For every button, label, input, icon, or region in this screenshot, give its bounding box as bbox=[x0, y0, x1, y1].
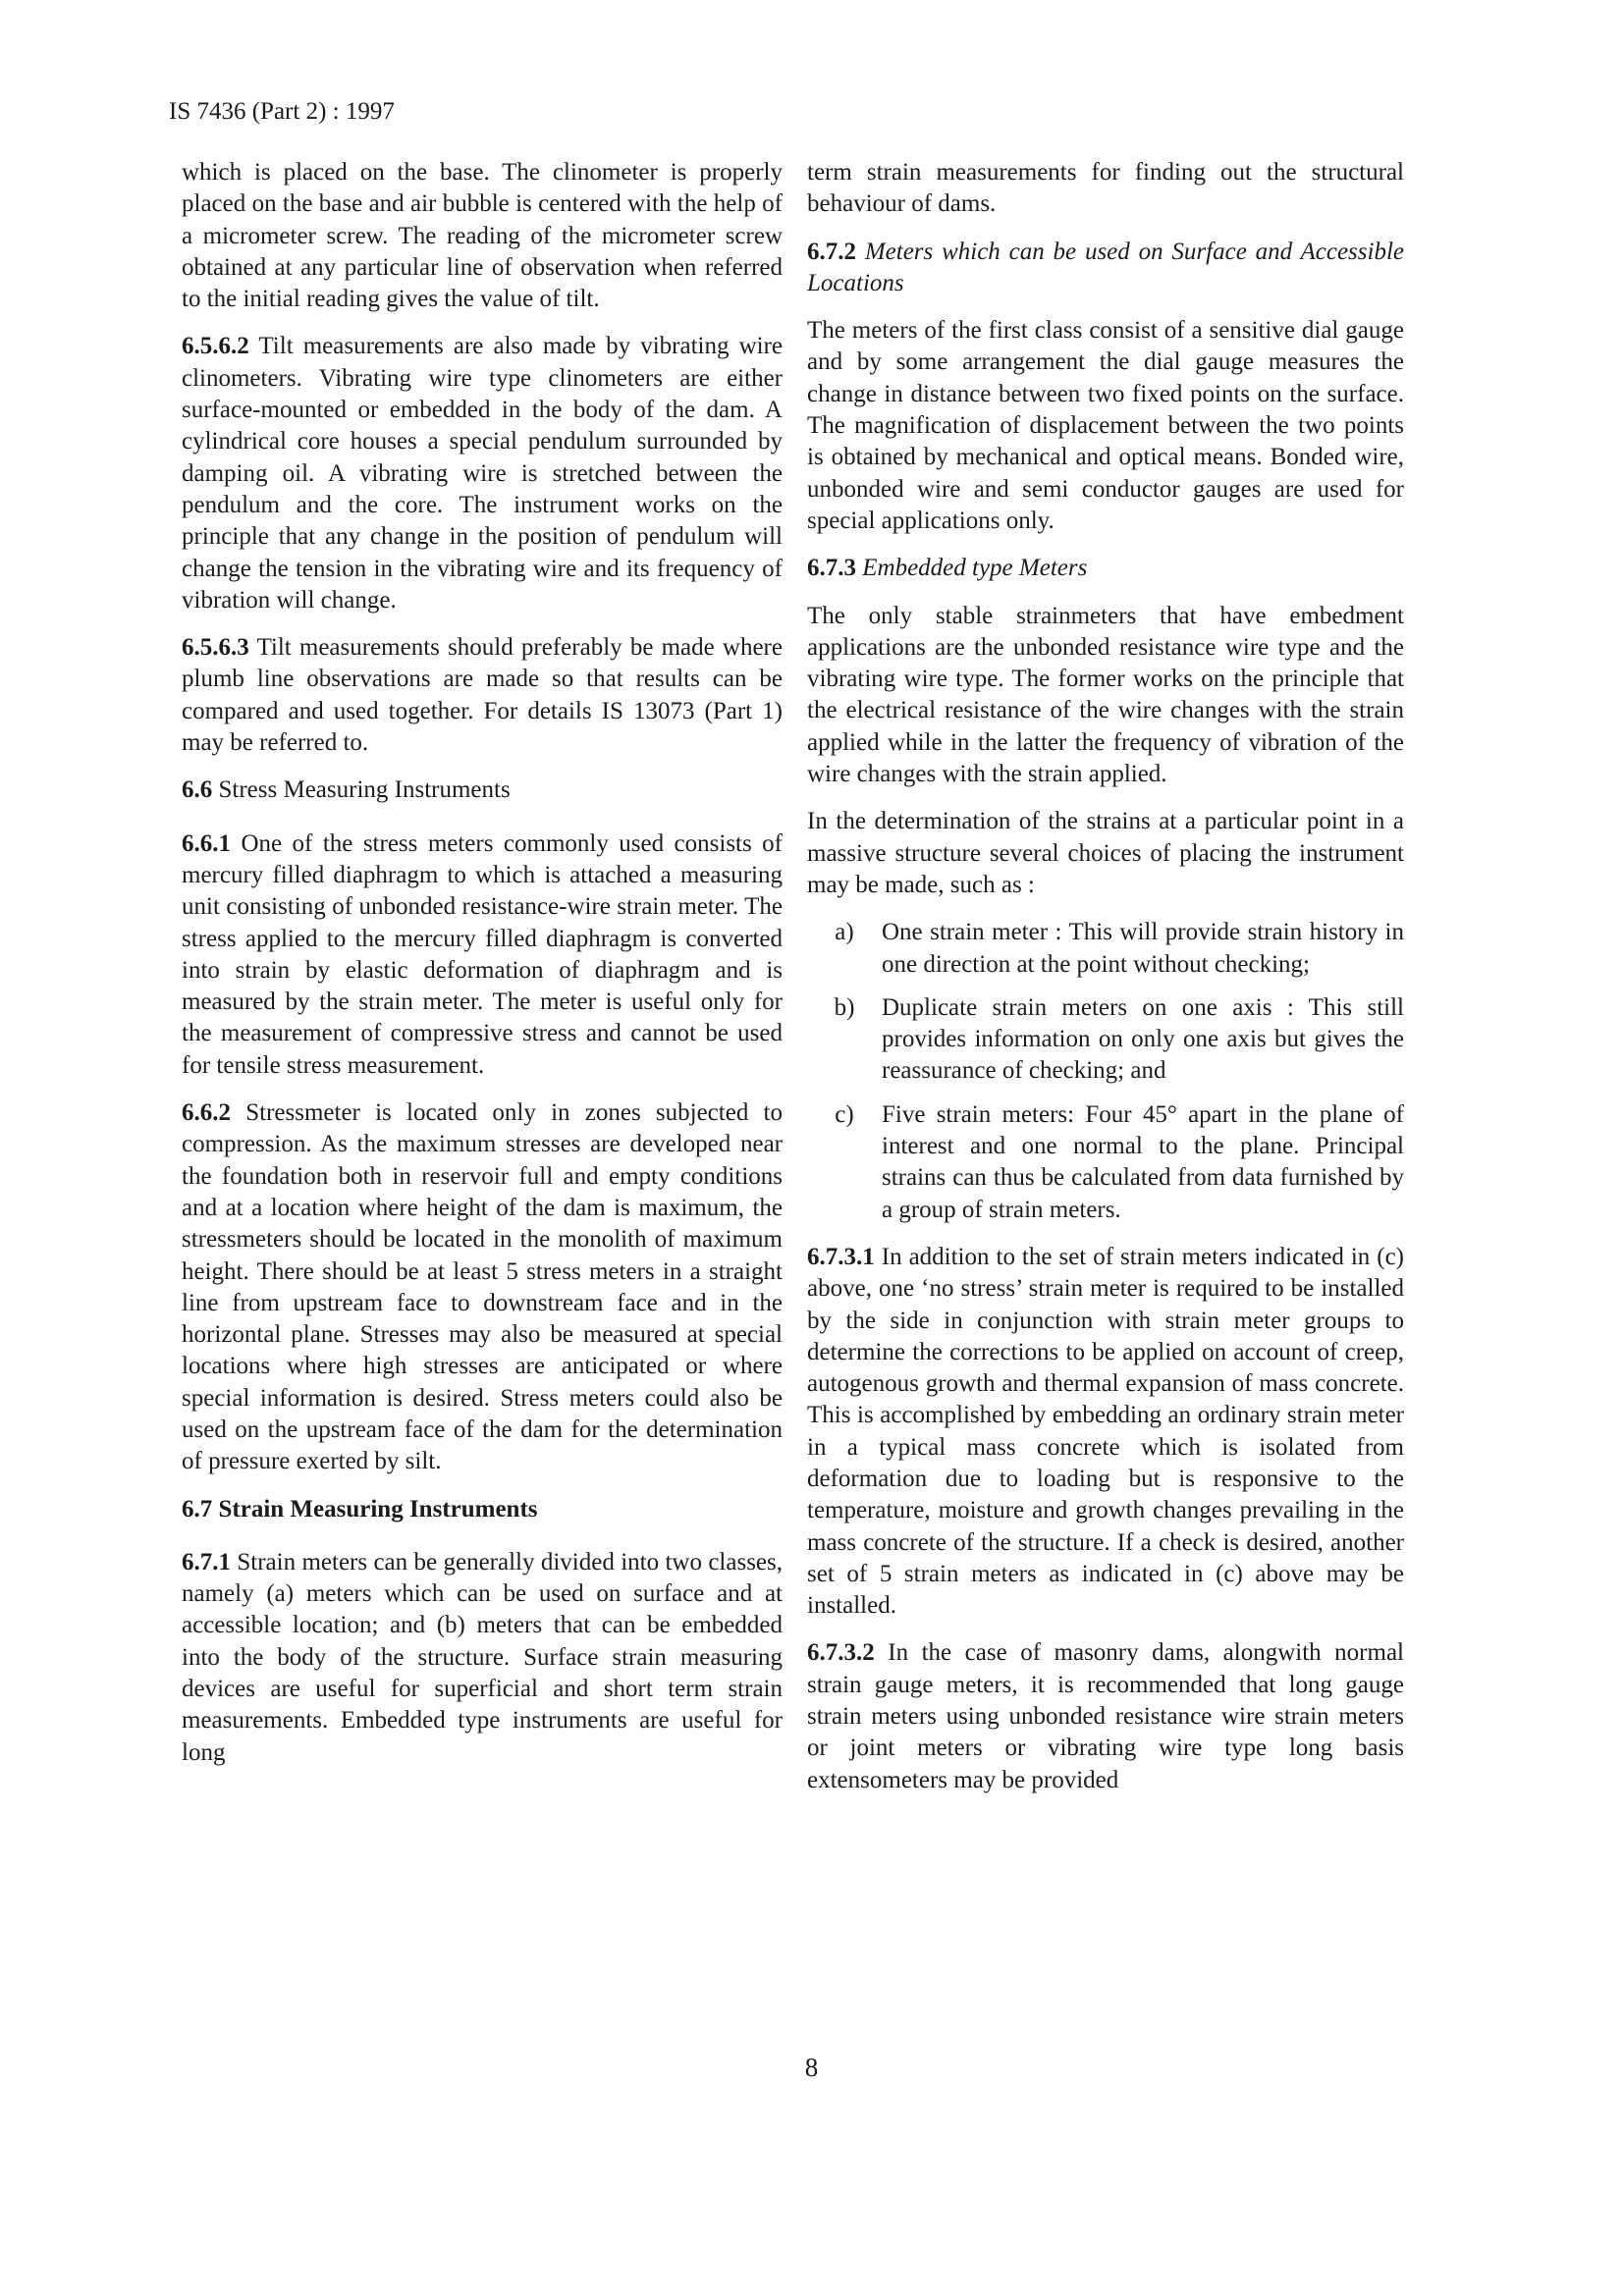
clause-number: 6.6.2 bbox=[182, 1099, 231, 1127]
clause-number: 6.6.1 bbox=[182, 829, 231, 857]
left-column bbox=[182, 157, 783, 1785]
clause-number: 6.7.3.1 bbox=[807, 1243, 875, 1270]
document-header: IS 7436 (Part 2) : 1997 bbox=[169, 98, 395, 125]
paragraph: 6.7.3.2 In the case of masonry dams, alongwith normal strain gauge meters, it is recommended that long gauge strain meters using unbonded resistance wire strain meters or joint meters or vibrating wire type long basis extensometers may be provided bbox=[807, 1639, 1404, 1793]
paragraph: The only stable strainmeters that have embedment applications are the unbonded resistance wire type and the vibrating wire type. The former works on the principle that the electrical resistance of the wire changes with the strain applied while in the latter the frequency of vibration of the wire changes with the strain applied. bbox=[807, 602, 1404, 788]
paragraph: 6.6.2 Stressmeter is located only in zones subjected to compression. As the maximum stresses are developed near the foundation both in reservoir full and empty conditions and at a location where height of the dam is maximum, the stressmeters should be located in the monolith of maximum height. There should be at least 5 stress meters in a straight line from upstream face to downstream face and in the horizontal plane. Stresses may also be measured at special locations where high stresses are anticipated or where special information is desired. Stress meters could also be used on the upstream face of the dam for the determination of pressure exerted by silt. bbox=[182, 1099, 783, 1475]
list-item: c) Five strain meters: Four 45° apart in the plane of interest and one normal to the plane. Principal strains can thus be calculated from data furnished by a group of strain meters. bbox=[835, 1100, 1404, 1223]
clause-number: 6.5.6.2 bbox=[182, 333, 249, 360]
paragraph: term strain measurements for finding out the structural behaviour of dams. bbox=[807, 159, 1404, 218]
strain-meter-options-list bbox=[807, 917, 1404, 1226]
list-item: b) Duplicate strain meters on one axis : This still provides information on only one axis but gives the reassurance of checking; and bbox=[834, 993, 1404, 1085]
paragraph: 6.7.1 Strain meters can be generally divided into two classes, namely (a) meters which can be used on surface and at accessible location; and (b) meters that can be embedded into the body of the structure. Surface strain measuring devices are useful for superficial and short term strain measurements. Embedded type instruments are useful for long bbox=[182, 1548, 784, 1766]
section-heading: 6.7 Strain Measuring Instruments bbox=[182, 1495, 538, 1522]
subsection-heading: 6.7.2 Meters which can be used on Surface and Accessible Locations bbox=[807, 238, 1405, 296]
paragraph: In the determination of the strains at a particular point in a massive structure several choices of placing the instrument may be made, such as : bbox=[807, 808, 1404, 898]
subsection-heading: 6.7.3 Embedded type Meters bbox=[807, 555, 1088, 582]
paragraph: which is placed on the base. The clinometer is properly placed on the base and air bubble is centered with the help of a micrometer screw. The reading of the micrometer screw obtained at any particular line of observation when referred to the initial reading gives the value of tilt. bbox=[182, 159, 783, 313]
section-heading: 6.6 Stress Measuring Instruments bbox=[182, 776, 511, 804]
clause-number: 6.7.3.2 bbox=[807, 1639, 875, 1667]
clause-number: 6.7.1 bbox=[182, 1548, 231, 1575]
list-item: a) One strain meter : This will provide strain history in one direction at the point without checking; bbox=[835, 919, 1404, 978]
clause-number: 6.5.6.3 bbox=[182, 634, 249, 662]
right-column bbox=[807, 157, 1404, 1812]
paragraph: 6.7.3.1 In addition to the set of strain meters indicated in (c) above, one ‘no stress’ strain meter is required to be installed by the side in conjunction with strain meter groups to determine the corrections to be applied on account of creep, autogenous growth and thermal expansion of mass concrete. This is accomplished by embedding an ordinary strain meter in a typical mass concrete which is isolated from deformation due to loading but is responsive to the temperature, moisture and growth changes prevailing in the mass concrete of the structure. If a check is desired, another set of 5 strain meters as indicated in (c) above may be installed. bbox=[807, 1243, 1405, 1620]
paragraph: 6.5.6.2 Tilt measurements are also made by vibrating wire clinometers. Vibrating wire type clinometers are either surface-mounted or embedded in the body of the dam. A cylindrical core houses a special pendulum surrounded by damping oil. A vibrating wire is stretched between the pendulum and the core. The instrument works on the principle that any change in the position of pendulum will change the tension in the vibrating wire and its frequency of vibration will change. bbox=[182, 333, 783, 614]
paragraph: 6.5.6.3 Tilt measurements should preferably be made where plumb line observations are made so that results can be compared and used together. For details IS 13073 (Part 1) may be referred to. bbox=[182, 634, 783, 757]
paragraph: 6.6.1 One of the stress meters commonly used consists of mercury filled diaphragm to which is attached a measuring unit consisting of unbonded resistance-wire strain meter. The stress applied to the mercury filled diaphragm is converted into strain by elastic deformation of diaphragm and is measured by the strain meter. The meter is useful only for the measurement of compressive stress and cannot be used for tensile stress measurement. bbox=[182, 829, 784, 1079]
paragraph: The meters of the first class consist of a sensitive dial gauge and by some arrangement the dial gauge measures the change in distance between two fixed points on the surface. The magnification of displacement between the two points is obtained by mechanical and optical means. Bonded wire, unbonded wire and semi conductor gauges are used for special applications only. bbox=[807, 317, 1404, 534]
page-number: 8 bbox=[804, 2053, 819, 2082]
